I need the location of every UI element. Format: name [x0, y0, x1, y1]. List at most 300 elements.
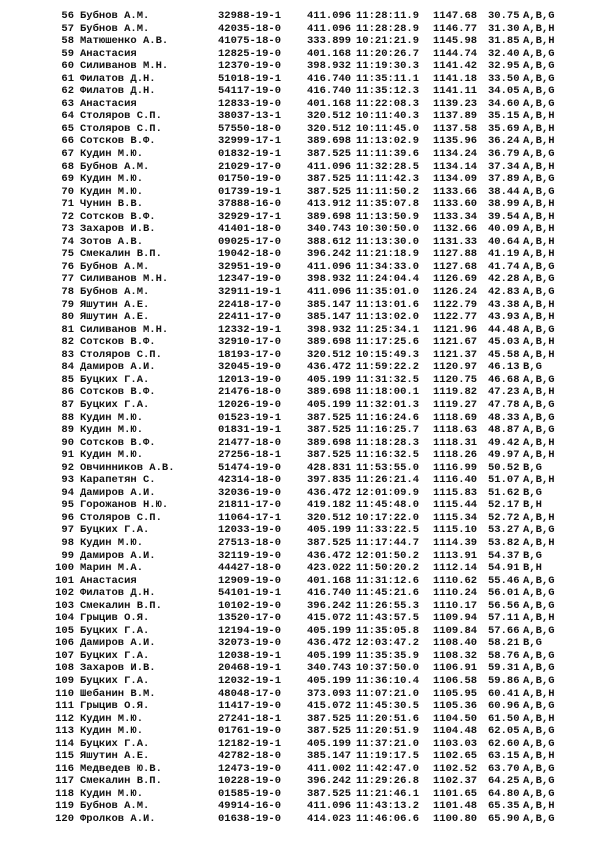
row-number-cell: 112: [55, 712, 74, 725]
percent-cell: 42.28: [488, 273, 520, 286]
ring-code-cell: 22418-17-0: [218, 298, 282, 311]
percent-cell: 62.60: [488, 737, 520, 750]
speed-cell: 1127.88: [433, 248, 478, 261]
participant-name-cell: Горожанов Н.Ю.: [80, 499, 169, 512]
distance-cell: 405.199: [307, 624, 352, 637]
speed-cell: 1132.66: [433, 223, 478, 236]
distance-cell: 385.147: [307, 298, 352, 311]
row-number-cell: 94: [61, 486, 74, 499]
percent-cell: 31.30: [488, 22, 520, 35]
row-number-cell: 64: [61, 110, 74, 123]
arrival-time-cell: 11:35:01.0: [356, 286, 420, 299]
arrival-time-cell: 12:01:09.9: [356, 486, 420, 499]
row-number-cell: 59: [61, 47, 74, 60]
distance-cell: 423.022: [307, 562, 352, 575]
table-row: [0, 186, 600, 199]
table-row: [0, 487, 600, 500]
ring-code-cell: 12013-19-0: [218, 373, 282, 386]
speed-cell: 1121.67: [433, 336, 478, 349]
participant-name-cell: Бубнов А.М.: [80, 800, 150, 813]
participant-name-cell: Сотсков В.Ф.: [80, 336, 156, 349]
participant-name-cell: Дамиров А.И.: [80, 486, 156, 499]
classes-cell: B,G: [523, 549, 542, 562]
speed-cell: 1100.80: [433, 813, 478, 825]
ring-code-cell: 11064-17-1: [218, 511, 282, 524]
percent-cell: 49.42: [488, 436, 520, 449]
classes-cell: A,B,H: [523, 336, 555, 349]
ring-code-cell: 12473-19-0: [218, 762, 282, 775]
classes-cell: A,B,G: [523, 10, 555, 22]
arrival-time-cell: 11:13:50.9: [356, 210, 420, 223]
ring-code-cell: 37888-16-0: [218, 198, 282, 211]
classes-cell: A,B,G: [523, 60, 555, 73]
participant-name-cell: Смекалин В.П.: [80, 775, 162, 788]
arrival-time-cell: 11:21:18.9: [356, 248, 420, 261]
row-number-cell: 67: [61, 148, 74, 161]
participant-name-cell: Буцких Г.А.: [80, 624, 150, 637]
classes-cell: A,B,H: [523, 474, 555, 487]
row-number-cell: 103: [55, 599, 74, 612]
arrival-time-cell: 11:28:28.9: [356, 22, 420, 35]
distance-cell: 320.512: [307, 110, 352, 123]
row-number-cell: 70: [61, 185, 74, 198]
arrival-time-cell: 11:37:21.0: [356, 737, 420, 750]
results-table: [0, 10, 600, 826]
ring-code-cell: 12038-19-1: [218, 649, 282, 662]
row-number-cell: 71: [61, 198, 74, 211]
table-row: [0, 161, 600, 174]
arrival-time-cell: 11:17:25.6: [356, 336, 420, 349]
participant-name-cell: Кудин М.Ю.: [80, 725, 144, 738]
row-number-cell: 68: [61, 160, 74, 173]
participant-name-cell: Яшутин А.Е.: [80, 311, 150, 324]
participant-name-cell: Дамиров А.И.: [80, 361, 156, 374]
percent-cell: 64.80: [488, 787, 520, 800]
percent-cell: 33.50: [488, 72, 520, 85]
distance-cell: 398.932: [307, 323, 352, 336]
speed-cell: 1105.36: [433, 700, 478, 713]
classes-cell: A,B,H: [523, 210, 555, 223]
table-row: [0, 248, 600, 261]
speed-cell: 1105.95: [433, 687, 478, 700]
table-row: [0, 637, 600, 650]
distance-cell: 340.743: [307, 223, 352, 236]
speed-cell: 1114.39: [433, 536, 478, 549]
percent-cell: 37.89: [488, 173, 520, 186]
arrival-time-cell: 11:16:24.6: [356, 411, 420, 424]
distance-cell: 411.096: [307, 286, 352, 299]
speed-cell: 1137.89: [433, 110, 478, 123]
table-row: [0, 650, 600, 663]
distance-cell: 436.472: [307, 486, 352, 499]
classes-cell: A,B,H: [523, 223, 555, 236]
participant-name-cell: Кудин М.Ю.: [80, 449, 144, 462]
row-number-cell: 74: [61, 235, 74, 248]
table-row: [0, 85, 600, 98]
ring-code-cell: 32999-17-1: [218, 135, 282, 148]
arrival-time-cell: 11:24:04.4: [356, 273, 420, 286]
distance-cell: 416.740: [307, 85, 352, 98]
ring-code-cell: 19042-18-0: [218, 248, 282, 261]
speed-cell: 1102.52: [433, 762, 478, 775]
classes-cell: A,B,H: [523, 135, 555, 148]
classes-cell: A,B,G: [523, 85, 555, 98]
ring-code-cell: 10102-19-0: [218, 599, 282, 612]
arrival-time-cell: 12:01:50.2: [356, 549, 420, 562]
percent-cell: 65.90: [488, 813, 520, 825]
percent-cell: 53.27: [488, 524, 520, 537]
row-number-cell: 116: [55, 762, 74, 775]
participant-name-cell: Сотсков В.Ф.: [80, 210, 156, 223]
table-row: [0, 537, 600, 550]
arrival-time-cell: 11:18:28.3: [356, 436, 420, 449]
participant-name-cell: Силиванов М.Н.: [80, 273, 169, 286]
speed-cell: 1120.75: [433, 373, 478, 386]
percent-cell: 45.03: [488, 336, 520, 349]
row-number-cell: 69: [61, 173, 74, 186]
distance-cell: 398.932: [307, 273, 352, 286]
distance-cell: 389.698: [307, 336, 352, 349]
distance-cell: 388.612: [307, 235, 352, 248]
arrival-time-cell: 11:13:02.9: [356, 135, 420, 148]
ring-code-cell: 20468-19-1: [218, 662, 282, 675]
percent-cell: 52.17: [488, 499, 520, 512]
distance-cell: 411.096: [307, 160, 352, 173]
arrival-time-cell: 11:07:21.0: [356, 687, 420, 700]
arrival-time-cell: 11:18:00.1: [356, 386, 420, 399]
speed-cell: 1131.33: [433, 235, 478, 248]
arrival-time-cell: 11:42:47.0: [356, 762, 420, 775]
row-number-cell: 101: [55, 574, 74, 587]
distance-cell: 401.168: [307, 574, 352, 587]
row-number-cell: 91: [61, 449, 74, 462]
percent-cell: 55.46: [488, 574, 520, 587]
arrival-time-cell: 10:37:50.0: [356, 662, 420, 675]
percent-cell: 58.76: [488, 649, 520, 662]
participant-name-cell: Смекалин В.П.: [80, 248, 162, 261]
participant-name-cell: Бубнов А.М.: [80, 22, 150, 35]
table-row: [0, 223, 600, 236]
classes-cell: A,B,G: [523, 700, 555, 713]
arrival-time-cell: 11:31:12.6: [356, 574, 420, 587]
row-number-cell: 107: [55, 649, 74, 662]
arrival-time-cell: 11:45:21.6: [356, 587, 420, 600]
participant-name-cell: Сотсков В.Ф.: [80, 386, 156, 399]
speed-cell: 1133.34: [433, 210, 478, 223]
classes-cell: A,B,G: [523, 273, 555, 286]
ring-code-cell: 48048-17-0: [218, 687, 282, 700]
row-number-cell: 108: [55, 662, 74, 675]
percent-cell: 60.96: [488, 700, 520, 713]
ring-code-cell: 01832-19-1: [218, 148, 282, 161]
row-number-cell: 115: [55, 750, 74, 763]
table-row: [0, 725, 600, 738]
ring-code-cell: 12347-19-0: [218, 273, 282, 286]
speed-cell: 1120.97: [433, 361, 478, 374]
classes-cell: A,B,G: [523, 787, 555, 800]
percent-cell: 59.31: [488, 662, 520, 675]
classes-cell: A,B,G: [523, 599, 555, 612]
participant-name-cell: Столяров С.П.: [80, 122, 162, 135]
participant-name-cell: Фролков А.И.: [80, 813, 156, 825]
speed-cell: 1118.26: [433, 449, 478, 462]
arrival-time-cell: 10:21:21.9: [356, 35, 420, 48]
ring-code-cell: 42035-18-0: [218, 22, 282, 35]
participant-name-cell: Силиванов М.Н.: [80, 60, 169, 73]
participant-name-cell: Зотов А.В.: [80, 235, 144, 248]
percent-cell: 46.13: [488, 361, 520, 374]
distance-cell: 411.096: [307, 260, 352, 273]
percent-cell: 32.95: [488, 60, 520, 73]
row-number-cell: 87: [61, 398, 74, 411]
distance-cell: 320.512: [307, 511, 352, 524]
distance-cell: 389.698: [307, 210, 352, 223]
row-number-cell: 78: [61, 286, 74, 299]
percent-cell: 46.68: [488, 373, 520, 386]
ring-code-cell: 44427-18-0: [218, 562, 282, 575]
percent-cell: 48.33: [488, 411, 520, 424]
participant-name-cell: Филатов Д.Н.: [80, 85, 156, 98]
arrival-time-cell: 11:13:01.6: [356, 298, 420, 311]
participant-name-cell: Столяров С.П.: [80, 511, 162, 524]
row-number-cell: 114: [55, 737, 74, 750]
participant-name-cell: Столяров С.П.: [80, 348, 162, 361]
speed-cell: 1126.69: [433, 273, 478, 286]
speed-cell: 1113.91: [433, 549, 478, 562]
ring-code-cell: 32045-19-0: [218, 361, 282, 374]
participant-name-cell: Захаров И.В.: [80, 223, 156, 236]
arrival-time-cell: 10:11:45.0: [356, 122, 420, 135]
participant-name-cell: Кудин М.Ю.: [80, 787, 144, 800]
classes-cell: A,B,G: [523, 813, 555, 825]
distance-cell: 411.002: [307, 762, 352, 775]
row-number-cell: 77: [61, 273, 74, 286]
speed-cell: 1121.96: [433, 323, 478, 336]
table-row: [0, 35, 600, 48]
participant-name-cell: Буцких Г.А.: [80, 373, 150, 386]
classes-cell: A,B,G: [523, 373, 555, 386]
participant-name-cell: Дамиров А.И.: [80, 549, 156, 562]
participant-name-cell: Яшутин А.Е.: [80, 298, 150, 311]
percent-cell: 54.91: [488, 562, 520, 575]
ring-code-cell: 32929-17-1: [218, 210, 282, 223]
table-row: [0, 612, 600, 625]
arrival-time-cell: 11:34:33.0: [356, 260, 420, 273]
percent-cell: 58.21: [488, 637, 520, 650]
row-number-cell: 65: [61, 122, 74, 135]
ring-code-cell: 41075-18-0: [218, 35, 282, 48]
ring-code-cell: 27256-18-1: [218, 449, 282, 462]
arrival-time-cell: 11:35:05.8: [356, 624, 420, 637]
row-number-cell: 86: [61, 386, 74, 399]
table-row: [0, 198, 600, 211]
ring-code-cell: 21477-18-0: [218, 436, 282, 449]
participant-name-cell: Сотсков В.Ф.: [80, 436, 156, 449]
arrival-time-cell: 11:43:13.2: [356, 800, 420, 813]
participant-name-cell: Овчинников А.В.: [80, 461, 175, 474]
distance-cell: 416.740: [307, 587, 352, 600]
row-number-cell: 109: [55, 674, 74, 687]
arrival-time-cell: 11:16:32.5: [356, 449, 420, 462]
percent-cell: 48.87: [488, 424, 520, 437]
ring-code-cell: 41401-18-0: [218, 223, 282, 236]
arrival-time-cell: 11:16:25.7: [356, 424, 420, 437]
participant-name-cell: Грыцив О.Я.: [80, 700, 150, 713]
speed-cell: 1115.10: [433, 524, 478, 537]
ring-code-cell: 42782-18-0: [218, 750, 282, 763]
table-row: [0, 386, 600, 399]
arrival-time-cell: 11:17:44.7: [356, 536, 420, 549]
participant-name-cell: Филатов Д.Н.: [80, 587, 156, 600]
arrival-time-cell: 10:11:40.3: [356, 110, 420, 123]
participant-name-cell: Анастасия: [80, 574, 137, 587]
percent-cell: 30.75: [488, 10, 520, 22]
ring-code-cell: 54117-19-0: [218, 85, 282, 98]
speed-cell: 1141.11: [433, 85, 478, 98]
percent-cell: 59.86: [488, 674, 520, 687]
arrival-time-cell: 11:20:51.9: [356, 725, 420, 738]
classes-cell: A,B,G: [523, 775, 555, 788]
distance-cell: 401.168: [307, 47, 352, 60]
row-number-cell: 57: [61, 22, 74, 35]
row-number-cell: 81: [61, 323, 74, 336]
arrival-time-cell: 10:15:49.3: [356, 348, 420, 361]
participant-name-cell: Кудин М.Ю.: [80, 185, 144, 198]
classes-cell: A,B,H: [523, 35, 555, 48]
distance-cell: 333.899: [307, 35, 352, 48]
participant-name-cell: Буцких Г.А.: [80, 674, 150, 687]
ring-code-cell: 21811-17-0: [218, 499, 282, 512]
participant-name-cell: Захаров И.В.: [80, 662, 156, 675]
classes-cell: B,G: [523, 461, 542, 474]
arrival-time-cell: 11:29:26.8: [356, 775, 420, 788]
speed-cell: 1101.48: [433, 800, 478, 813]
speed-cell: 1135.96: [433, 135, 478, 148]
participant-name-cell: Смекалин В.П.: [80, 599, 162, 612]
speed-cell: 1101.65: [433, 787, 478, 800]
ring-code-cell: 42314-18-0: [218, 474, 282, 487]
row-number-cell: 83: [61, 348, 74, 361]
table-row: [0, 211, 600, 224]
classes-cell: A,B,H: [523, 248, 555, 261]
table-row: [0, 336, 600, 349]
row-number-cell: 90: [61, 436, 74, 449]
classes-cell: A,B,G: [523, 47, 555, 60]
distance-cell: 387.525: [307, 411, 352, 424]
speed-cell: 1145.98: [433, 35, 478, 48]
percent-cell: 38.99: [488, 198, 520, 211]
ring-code-cell: 57550-18-0: [218, 122, 282, 135]
ring-code-cell: 12194-19-0: [218, 624, 282, 637]
table-row: [0, 236, 600, 249]
arrival-time-cell: 11:28:11.9: [356, 10, 420, 22]
percent-cell: 36.79: [488, 148, 520, 161]
classes-cell: A,B,H: [523, 511, 555, 524]
ring-code-cell: 12370-19-0: [218, 60, 282, 73]
row-number-cell: 119: [55, 800, 74, 813]
table-row: [0, 48, 600, 61]
arrival-time-cell: 11:35:07.8: [356, 198, 420, 211]
row-number-cell: 117: [55, 775, 74, 788]
classes-cell: A,B,H: [523, 298, 555, 311]
percent-cell: 34.05: [488, 85, 520, 98]
ring-code-cell: 12833-19-0: [218, 97, 282, 110]
participant-name-cell: Бубнов А.М.: [80, 160, 150, 173]
ring-code-cell: 12182-19-1: [218, 737, 282, 750]
speed-cell: 1134.14: [433, 160, 478, 173]
classes-cell: A,B,G: [523, 411, 555, 424]
ring-code-cell: 32036-19-0: [218, 486, 282, 499]
arrival-time-cell: 11:45:48.0: [356, 499, 420, 512]
speed-cell: 1104.50: [433, 712, 478, 725]
speed-cell: 1144.74: [433, 47, 478, 60]
row-number-cell: 85: [61, 373, 74, 386]
table-row: [0, 273, 600, 286]
speed-cell: 1109.94: [433, 612, 478, 625]
table-row: [0, 286, 600, 299]
distance-cell: 436.472: [307, 549, 352, 562]
classes-cell: B,G: [523, 486, 542, 499]
ring-code-cell: 51474-19-0: [218, 461, 282, 474]
percent-cell: 61.50: [488, 712, 520, 725]
speed-cell: 1115.44: [433, 499, 478, 512]
ring-code-cell: 32911-19-1: [218, 286, 282, 299]
classes-cell: A,B,G: [523, 762, 555, 775]
speed-cell: 1106.58: [433, 674, 478, 687]
arrival-time-cell: 11:26:21.4: [356, 474, 420, 487]
classes-cell: A,B,H: [523, 750, 555, 763]
speed-cell: 1109.84: [433, 624, 478, 637]
ring-code-cell: 54101-19-1: [218, 587, 282, 600]
speed-cell: 1118.31: [433, 436, 478, 449]
speed-cell: 1121.37: [433, 348, 478, 361]
percent-cell: 35.69: [488, 122, 520, 135]
table-row: [0, 788, 600, 801]
speed-cell: 1134.24: [433, 148, 478, 161]
ring-code-cell: 01523-19-1: [218, 411, 282, 424]
participant-name-cell: Бубнов А.М.: [80, 10, 150, 22]
percent-cell: 32.40: [488, 47, 520, 60]
row-number-cell: 79: [61, 298, 74, 311]
participant-name-cell: Анастасия: [80, 47, 137, 60]
ring-code-cell: 32073-19-0: [218, 637, 282, 650]
table-row: [0, 675, 600, 688]
percent-cell: 43.38: [488, 298, 520, 311]
ring-code-cell: 12909-19-0: [218, 574, 282, 587]
percent-cell: 47.23: [488, 386, 520, 399]
distance-cell: 396.242: [307, 599, 352, 612]
distance-cell: 405.199: [307, 373, 352, 386]
arrival-time-cell: 11:35:35.9: [356, 649, 420, 662]
distance-cell: 387.525: [307, 173, 352, 186]
distance-cell: 405.199: [307, 398, 352, 411]
percent-cell: 50.52: [488, 461, 520, 474]
participant-name-cell: Кудин М.Ю.: [80, 536, 144, 549]
participant-name-cell: Сотсков В.Ф.: [80, 135, 156, 148]
classes-cell: A,B,G: [523, 674, 555, 687]
speed-cell: 1122.79: [433, 298, 478, 311]
classes-cell: A,B,H: [523, 122, 555, 135]
row-number-cell: 110: [55, 687, 74, 700]
row-number-cell: 106: [55, 637, 74, 650]
classes-cell: A,B,H: [523, 160, 555, 173]
speed-cell: 1133.66: [433, 185, 478, 198]
percent-cell: 40.09: [488, 223, 520, 236]
arrival-time-cell: 11:35:12.3: [356, 85, 420, 98]
speed-cell: 1146.77: [433, 22, 478, 35]
table-row: [0, 261, 600, 274]
classes-cell: A,B,G: [523, 286, 555, 299]
